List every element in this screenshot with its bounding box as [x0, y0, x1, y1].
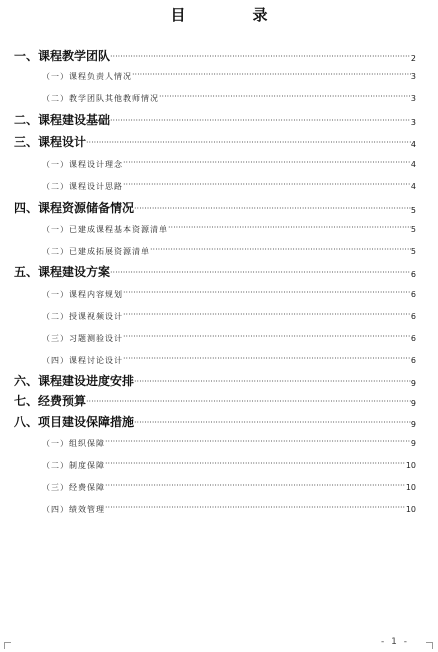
toc-leader-dots: [150, 246, 411, 254]
toc-entry-page: 3: [410, 94, 416, 103]
toc-entry-text: 二、课程建设基础: [14, 113, 111, 127]
toc-entry-page: 3: [410, 118, 416, 127]
toc-leader-dots: [123, 159, 411, 167]
toc-entry-page: 6: [410, 270, 416, 279]
toc-entry-page: 5: [410, 225, 416, 234]
toc-entry-page: 10: [405, 461, 416, 470]
toc-leader-dots: [134, 378, 411, 386]
toc-leader-dots: [123, 289, 411, 297]
toc-entry-text: （一）课程设计理念: [42, 160, 123, 169]
toc-entry-page: 9: [410, 399, 416, 408]
toc-leader-dots: [168, 224, 411, 232]
toc-entry-page: 9: [410, 420, 416, 429]
toc-leader-dots: [134, 419, 411, 427]
toc-title: 目 录: [170, 6, 294, 24]
toc-entry[interactable]: [42, 501, 416, 515]
toc-entry-text: （二）课程设计思路: [42, 182, 123, 191]
toc-leader-dots: [123, 311, 411, 319]
toc-entry[interactable]: [14, 262, 416, 280]
toc-entry[interactable]: [14, 412, 416, 430]
toc-leader-dots: [105, 438, 411, 446]
toc-entry[interactable]: [14, 132, 416, 150]
toc-entry[interactable]: [42, 435, 416, 449]
toc-entry-page: 10: [405, 505, 416, 514]
toc-leader-dots: [105, 460, 406, 468]
toc-entry-page: 2: [410, 54, 416, 63]
toc-leader-dots: [110, 117, 411, 125]
toc-entry-text: （四）绩效管理: [42, 505, 105, 514]
toc-entry[interactable]: [42, 457, 416, 471]
toc-entry[interactable]: [42, 352, 416, 366]
toc-entry-page: 3: [410, 72, 416, 81]
toc-entry[interactable]: [42, 221, 416, 235]
toc-entry-text: （一）课程内容规划: [42, 290, 123, 299]
toc-entry[interactable]: [14, 46, 416, 64]
toc-entry-text: 八、项目建设保障措施: [14, 415, 135, 429]
toc-entry-text: 六、课程建设进度安排: [14, 374, 135, 388]
toc-entry-text: 四、课程资源储备情况: [14, 201, 135, 215]
toc-entry[interactable]: [14, 198, 416, 216]
toc-entry[interactable]: [42, 479, 416, 493]
toc-leader-dots: [123, 355, 411, 363]
toc-entry[interactable]: [42, 178, 416, 192]
toc-entry-page: 9: [410, 379, 416, 388]
toc-entry-page: 6: [410, 290, 416, 299]
toc-entry-text: （二）已建成拓展资源清单: [42, 247, 150, 256]
toc-entry[interactable]: [14, 371, 416, 389]
toc-leader-dots: [105, 482, 406, 490]
toc-entry-page: 6: [410, 356, 416, 365]
toc-leader-dots: [134, 205, 411, 213]
toc-entry-page: 9: [410, 439, 416, 448]
toc-entry-text: （三）习题测验设计: [42, 334, 123, 343]
toc-entry-text: （三）经费保障: [42, 483, 105, 492]
toc-leader-dots: [86, 398, 411, 406]
toc-entry-text: （一）课程负责人情况: [42, 72, 132, 81]
toc-entry-text: （二）授课视频设计: [42, 312, 123, 321]
toc-entry[interactable]: [42, 286, 416, 300]
toc-leader-dots: [110, 53, 411, 61]
toc-entry[interactable]: [42, 308, 416, 322]
toc-entry-page: 4: [410, 182, 416, 191]
toc-leader-dots: [132, 71, 411, 79]
toc-entry-page: 5: [410, 206, 416, 215]
toc-leader-dots: [123, 333, 411, 341]
toc-entry-text: （二）制度保障: [42, 461, 105, 470]
toc-entry-page: 10: [405, 483, 416, 492]
crop-mark: [4, 642, 11, 649]
toc-leader-dots: [86, 139, 411, 147]
toc-leader-dots: [110, 269, 411, 277]
page-number: - 1 -: [381, 637, 409, 647]
toc-entry[interactable]: [42, 330, 416, 344]
toc-entry[interactable]: [42, 156, 416, 170]
toc-entry[interactable]: [14, 110, 416, 128]
toc-entry-text: 三、课程设计: [14, 135, 87, 149]
toc-entry-text: 七、经费预算: [14, 394, 87, 408]
toc-entry[interactable]: [42, 90, 416, 104]
toc-leader-dots: [123, 181, 411, 189]
crop-mark: [426, 642, 433, 649]
toc-entry-page: 4: [410, 140, 416, 149]
toc-leader-dots: [105, 504, 406, 512]
toc-entry-text: （四）课程讨论设计: [42, 356, 123, 365]
toc-entry-text: （一）已建成课程基本资源清单: [42, 225, 168, 234]
toc-entry-text: （二）教学团队其他教师情况: [42, 94, 159, 103]
toc-entry-page: 6: [410, 334, 416, 343]
toc-entry-text: 五、课程建设方案: [14, 265, 111, 279]
toc-entry-text: 一、课程教学团队: [14, 49, 111, 63]
toc-entry[interactable]: [14, 391, 416, 409]
toc-entry[interactable]: [42, 243, 416, 257]
toc-entry-page: 5: [410, 247, 416, 256]
toc-leader-dots: [159, 93, 411, 101]
toc-entry-text: （一）组织保障: [42, 439, 105, 448]
toc-entry-page: 4: [410, 160, 416, 169]
toc-entry[interactable]: [42, 68, 416, 82]
toc-entry-page: 6: [410, 312, 416, 321]
